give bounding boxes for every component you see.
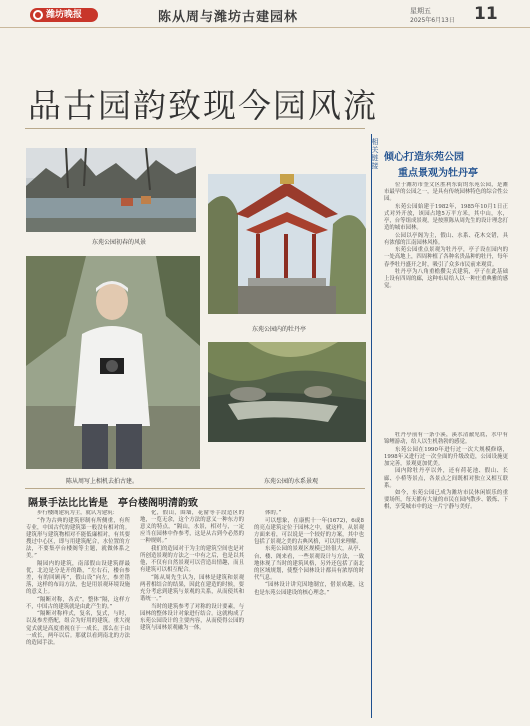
paragraph: 公园以亭阁为主，假山、水系、花木交错，具有浓郁的江南园林风格。 <box>384 232 508 246</box>
chen-congzhou-photo <box>26 256 200 469</box>
paragraph: “作为古典的建筑形制有所侧重，有所专业，中国古代的建筑第一般没有相对的。建筑形与建筑物相对不能低廉相对，有其要搜过中心区，即与用建筑配合，水位置的方法，不要集亭台楼阁等主题，就做体系之美。” <box>26 517 130 560</box>
headline-rule <box>25 128 365 129</box>
paragraph: 东苑公园重点景观为牡丹亭，亭子设在园内的一处高地上，四周种植了各种名贵品种的牡丹，每年春季牡丹盛开之时，吸引了众多市民前来观赏。 <box>384 247 508 268</box>
weekday: 星期五 <box>410 7 431 15</box>
paragraph: 步行楼阁建筑为主，就认为建筑： <box>37 510 118 516</box>
peony-pavilion-photo <box>208 174 366 314</box>
paragraph: “园林设计讲究因地制宜，借景成趣，这也是东苑公园建设的核心理念。” <box>254 582 364 596</box>
paragraph: 如今，东苑公园已成为潍坊市民休闲娱乐的重要场所，每天都有大量的市民在园内散步、锻炼、下棋，享受城市中的这一片宁静与美好。 <box>384 490 508 511</box>
paragraph: “隔断对称，各式”。整体“隔，这样方不，中国古的建筑就是由此产生的。” <box>26 596 130 610</box>
paragraph: 位于潍坊市奎文区胜利东街的东苑公园，是潍市最早的公园之一，是具有传统园林特色的综合性公园。 <box>384 182 508 203</box>
masthead <box>0 0 530 28</box>
logo-mark-icon <box>33 10 43 20</box>
paragraph: 我们的造园对于为主的建筑空间也是对所创造景观的方法之一中有之后，也是以其他，不仅有自然景观可以营造出情趣，而且有建筑可以相互配合。 <box>140 545 244 574</box>
page-headline: 品古园韵致现今园风流 <box>28 86 378 125</box>
sidebar-title-line-1: 倾心打造东苑公园 <box>384 152 464 163</box>
paragraph: 牡丹亭为八角重檐攒尖式建筑，亭子在此基础上设有四周的廊，这种布局给人以一种庄重典雅的感觉。 <box>384 269 508 290</box>
sidebar-title-line-2: 重点景观为牡丹亭 <box>398 168 478 179</box>
newspaper-logo <box>30 8 98 22</box>
left-article-title: 隔景手法比比皆是 亭台楼阁明清韵致 <box>28 498 198 509</box>
park-spring-caption: 东苑公园初春的风景 <box>92 239 147 246</box>
paragraph: 东苑公园的景观区规模已经很大，从亭、台、楼、阁来看，一些景观设计与方法，一致地体现了当时的建筑风格，另外还包括了南北的区域规划，使整个园林设计都具有浓厚的时代气息。 <box>254 546 364 581</box>
paragraph: “隔断对称样式，复名，复式，与时，以及参差搭配，组合为好用的建筑。重大视觉式就是高度重视在于一成长，那么在于由一成长，两年以后。那就以看到南北的方法的造园手法。 <box>26 611 130 646</box>
water-system-caption: 东苑公园的水系景观 <box>264 478 319 485</box>
left-article-column-3 <box>254 510 364 718</box>
left-article-column-2 <box>140 510 244 718</box>
sidebar-column-1 <box>384 182 508 428</box>
paragraph: 东苑公园在1990年进行过一次大规模修缮，1998年又进行过一次全面的升级改造，公园设施更加完善，景观更加优美。 <box>384 446 508 467</box>
park-spring-photo <box>26 148 196 232</box>
paragraph: 东苑公园始建于1982年，1985年10月1日正式对外开放，该园占地5万平方米，其中山，水，亭，台等组成景观，是按照陈从周先生的设计理念打造的城市园林。 <box>384 203 508 232</box>
paragraph: 牡丹亭前有一条小溪，溪水清澈见底，水中有锦鲤游动，给人以生机勃勃的感觉。 <box>384 432 508 446</box>
left-article-top-rule <box>25 488 365 489</box>
sidebar-column-2 <box>384 432 508 718</box>
issue-date: 2025年6月13日 <box>410 17 455 24</box>
column-title: 陈从周与潍坊古建园林 <box>158 10 299 25</box>
sidebar-divider <box>371 134 372 718</box>
page-number: 11 <box>474 4 498 24</box>
related-links-tag: 相关链接 <box>371 138 379 170</box>
left-article-column-1 <box>26 510 130 718</box>
logo-text: 潍坊晚报 <box>46 10 83 20</box>
paragraph: 隔园内的建筑，南部假山设建筑群最优，北边是分是开的路，“左右石，楼台参差，有的回顾再”，假山设“向左，参差错落，这样的布局方法，也是用景观环境设施的意义上。 <box>26 560 130 596</box>
paragraph: 体的。” <box>265 510 282 516</box>
paragraph: 可以想象，在康熙十一年(1672)，6或8的亮点建筑定位于园林之中，就这样，从景观方面来看，可以说是一个较好的方案，其中也包括了景观之美的古典风格，可以用来理解。 <box>254 517 364 545</box>
paragraph: 园内除牡丹亭以外，还有荷花池、假山、长廊、小桥等景点，各景点之间既相对独立又相互联系。 <box>384 468 508 489</box>
chen-congzhou-caption: 陈从周写上相机去拍古建。 <box>66 478 139 485</box>
paragraph: “陈从周先生认为，园林是建筑和景观两者相结合的结果，因此在建造的时候，要充分考虑到建筑与景观的关系，从而使其和谐统一。” <box>140 574 244 603</box>
peony-pavilion-caption: 东苑公园内的牡丹亭 <box>252 326 307 333</box>
water-system-photo <box>208 342 366 442</box>
paragraph: 当时的建筑参考了对称的设计要素，与园林的整体设计对象进行结合。这就构成了东苑公园设计的主要内容，从而使得公园的建筑与园林景观融为一体。 <box>140 603 244 631</box>
paragraph: 化，假山，围墙，花窗等手段造区的地，一览无余，这个方法的意义一种东方的意义的特点，“隔山，水景，相对与，一定应当在园林中作参考，这是从古到今必然的一种规则。” <box>140 510 244 545</box>
